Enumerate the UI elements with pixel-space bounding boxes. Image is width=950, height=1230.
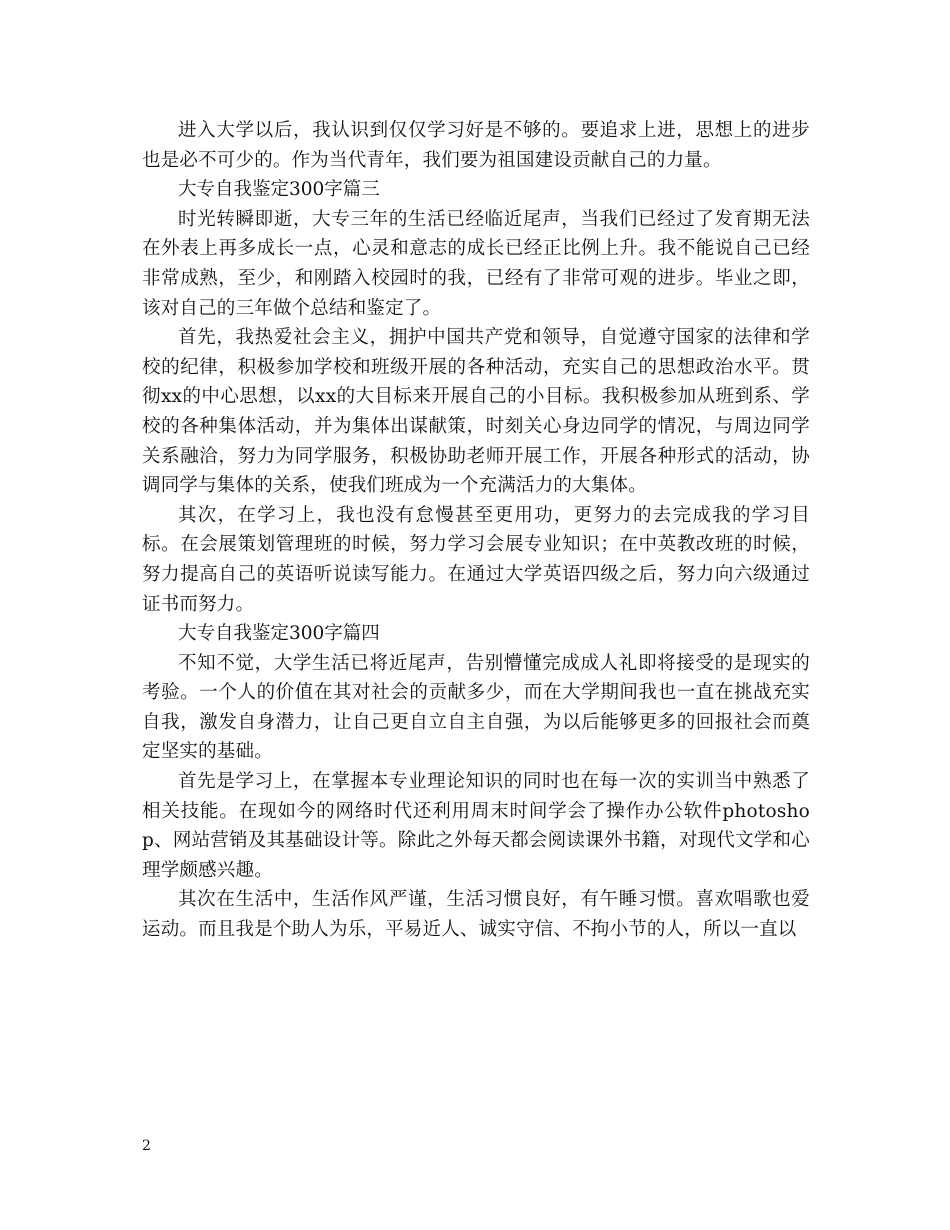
paragraph: 首先，我热爱社会主义，拥护中国共产党和领导，自觉遵守国家的法律和学校的纪律，积极参加学校和班级开展的各种活动，充实自己的思想政治水平。贯彻xx的中心思想，以xx的大目标来开展自己的小目标。我积极参加从班到系、学校的各种集体活动，并为集体出谋献策，时刻关心身边同学的情况，与周边同学关系融洽，努力为同学服务，积极协助老师开展工作，开展各种形式的活动，协调同学与集体的关系，使我们班成为一个充满活力的大集体。: [142, 327, 810, 497]
paragraph: 其次，在学习上，我也没有怠慢甚至更用功，更努力的去完成我的学习目标。在会展策划管理班的时候，努力学习会展专业知识；在中英教改班的时候，努力提高自己的英语听说读写能力。在通过大学英语四级之后，努力向六级通过证书而努力。: [142, 504, 810, 615]
section-heading: 大专自我鉴定300字篇三: [178, 179, 380, 201]
paragraph: 时光转瞬即逝，大专三年的生活已经临近尾声，当我们已经过了发育期无法在外表上再多成长一点，心灵和意志的成长已经正比例上升。我不能说自己已经非常成熟，至少，和刚踏入校园时的我，已经有了非常可观的进步。毕业之即，该对自己的三年做个总结和鉴定了。: [142, 208, 810, 319]
paragraph: 首先是学习上，在掌握本专业理论知识的同时也在每一次的实训当中熟悉了相关技能。在现如今的网络时代还利用周末时间学会了操作办公软件photoshop、网站营销及其基础设计等。除此之外每天都会阅读课外书籍，对现代文学和心理学颇感兴趣。: [142, 771, 810, 881]
document-body: [142, 116, 810, 945]
paragraph: 进入大学以后，我认识到仅仅学习好是不够的。要追求上进，思想上的进步也是必不可少的。作为当代青年，我们要为祖国建设贡献自己的力量。: [142, 120, 810, 171]
paragraph: 其次在生活中，生活作风严谨，生活习惯良好，有午睡习惯。喜欢唱歌也爱运动。而且我是个助人为乐，平易近人、诚实守信、不拘小节的人，所以一直以: [142, 889, 810, 941]
section-heading: 大专自我鉴定300字篇四: [178, 623, 380, 645]
page-number: 2: [142, 1138, 151, 1154]
paragraph: 不知不觉，大学生活已将近尾声，告别懵懂完成成人礼即将接受的是现实的考验。一个人的价值在其对社会的贡献多少，而在大学期间我也一直在挑战充实自我，激发自身潜力，让自己更自立自主自强，为以后能够更多的回报社会而奠定坚实的基础。: [142, 652, 810, 763]
